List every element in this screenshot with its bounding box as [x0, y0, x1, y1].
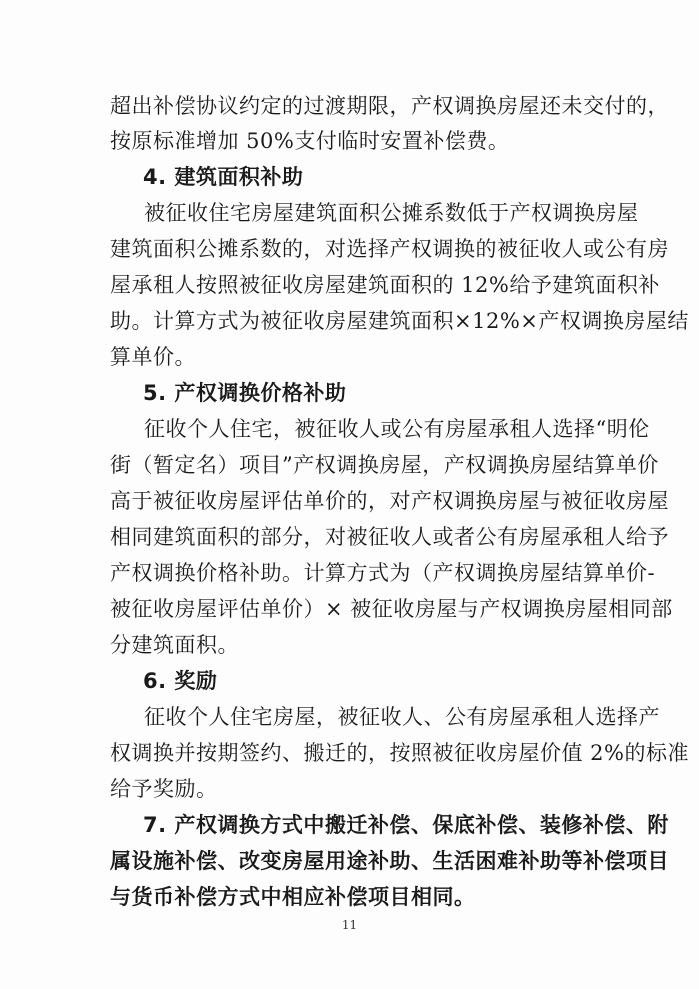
text-line: 助。计算方式为被征收房屋建筑面积×12%×产权调换房屋结	[110, 309, 689, 333]
text-line: 权调换并按期签约、搬迁的，按照被征收房屋价值 2%的标准	[110, 741, 689, 765]
section-heading-5: 5. 产权调换价格补助	[143, 381, 347, 405]
text-line: 被征收住宅房屋建筑面积公摊系数低于产权调换房屋	[144, 201, 639, 225]
text-line: 按原标准增加 50%支付临时安置补偿费。	[110, 129, 510, 153]
section-paragraph-7: 属设施补偿、改变房屋用途补助、生活困难补助等补偿项目	[110, 849, 669, 873]
text-line: 给予奖励。	[110, 777, 218, 801]
section-heading-6: 6. 奖励	[143, 669, 218, 693]
text-line: 征收个人住宅，被征收人或公有房屋承租人选择“明伦	[144, 417, 650, 441]
text-line: 产权调换价格补助。计算方式为（产权调换房屋结算单价-	[110, 561, 656, 585]
text-line: 分建筑面积。	[110, 633, 239, 657]
page-number: 11	[341, 918, 358, 932]
text-line: 被征收房屋评估单价）× 被征收房屋与产权调换房屋相同部	[110, 597, 673, 621]
text-line: 街（暂定名）项目”产权调换房屋，产权调换房屋结算单价	[110, 453, 659, 477]
text-line: 相同建筑面积的部分，对被征收人或者公有房屋承租人给予	[110, 525, 669, 549]
text-line: 建筑面积公摊系数的，对选择产权调换的被征收人或公有房	[110, 237, 669, 261]
section-paragraph-7: 与货币补偿方式中相应补偿项目相同。	[110, 885, 476, 909]
text-line: 超出补偿协议约定的过渡期限，产权调换房屋还未交付的，	[110, 94, 669, 118]
section-heading-4: 4. 建筑面积补助	[143, 165, 304, 189]
section-paragraph-7: 7. 产权调换方式中搬迁补偿、保底补偿、装修补偿、附	[143, 813, 669, 837]
text-line: 算单价。	[110, 345, 196, 369]
text-line: 屋承租人按照被征收房屋建筑面积的 12%给予建筑面积补	[110, 273, 660, 297]
text-line: 高于被征收房屋评估单价的，对产权调换房屋与被征收房屋	[110, 489, 669, 513]
text-line: 征收个人住宅房屋，被征收人、公有房屋承租人选择产	[144, 705, 660, 729]
